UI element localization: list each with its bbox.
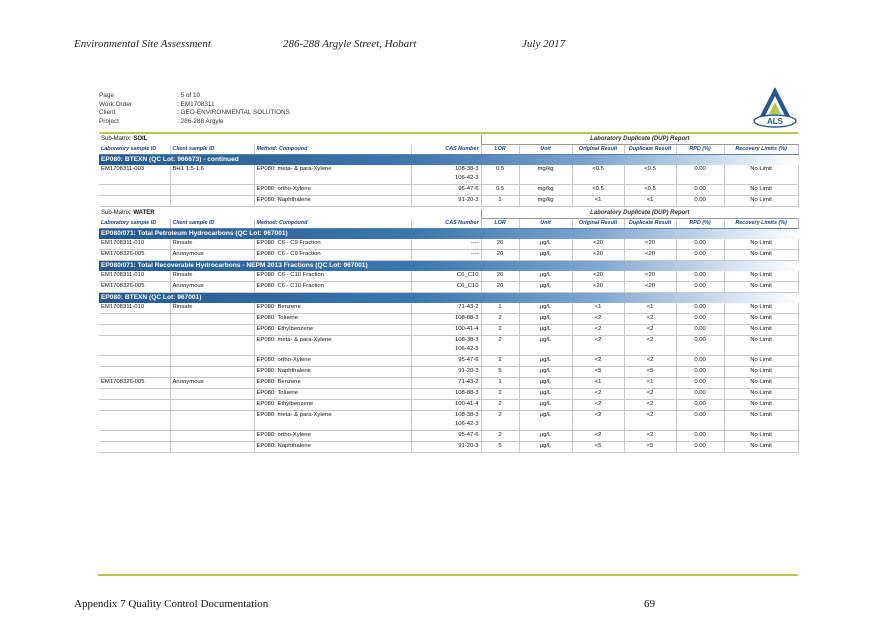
- lor-value: 2: [481, 325, 519, 336]
- dup-report-caption: Laboratory Duplicate (DUP) Report: [481, 135, 798, 145]
- cas-number: [411, 314, 481, 325]
- duplicate-result: <5: [624, 442, 676, 453]
- recovery-limits: No Limit: [724, 367, 798, 378]
- unit-value: µg/L: [519, 325, 572, 336]
- original-result: <5: [572, 442, 624, 453]
- lab-sample-id: [99, 442, 170, 453]
- meta-value: : GEO-ENVIRONMENTAL SOLUTIONS: [177, 109, 290, 117]
- recovery-limits: No Limit: [724, 389, 798, 400]
- unit-value: µg/L: [519, 431, 572, 442]
- section-title: EP080: BTEXN (QC Lot: 966673) - continued: [99, 155, 798, 166]
- client-sample-id: Anonymous: [170, 282, 254, 293]
- lab-sample-id: EM1708311-010: [99, 239, 170, 250]
- header-divider: [99, 132, 798, 134]
- column-header-method: Method: Compound: [254, 219, 411, 229]
- column-header-unit: Unit: [519, 219, 572, 229]
- rpd-value: 0.00: [676, 389, 724, 400]
- recovery-limits: No Limit: [724, 411, 798, 431]
- method-compound: EP080: C6 - C10 Fraction: [254, 282, 411, 293]
- cas-number: [411, 165, 481, 185]
- lab-sample-id: [99, 325, 170, 336]
- cas-number: [411, 356, 481, 367]
- client-sample-id: [170, 367, 254, 378]
- client-sample-id: [170, 431, 254, 442]
- column-header-unit: Unit: [519, 145, 572, 155]
- lor-value: 2: [481, 431, 519, 442]
- recovery-limits: No Limit: [724, 185, 798, 196]
- original-result: <2: [572, 314, 624, 325]
- method-compound: EP080: ortho-Xylene: [254, 356, 411, 367]
- duplicate-result: <20: [624, 239, 676, 250]
- recovery-limits: No Limit: [724, 239, 798, 250]
- column-header-lor: LOR: [481, 145, 519, 155]
- table-row: [99, 367, 798, 378]
- table-row: [99, 400, 798, 411]
- lab-sample-id: EM1708311-003: [99, 165, 170, 185]
- recovery-limits: No Limit: [724, 325, 798, 336]
- rpd-value: 0.00: [676, 325, 724, 336]
- header-document-title: Environmental Site Assessment: [74, 38, 211, 50]
- original-result: <2: [572, 389, 624, 400]
- client-sample-id: [170, 325, 254, 336]
- unit-value: µg/L: [519, 442, 572, 453]
- sub-matrix-row: [99, 135, 798, 145]
- original-result: <20: [572, 271, 624, 282]
- cas-number: [411, 185, 481, 196]
- unit-value: µg/L: [519, 250, 572, 261]
- column-header-method: Method: Compound: [254, 145, 411, 155]
- lab-sample-id: [99, 356, 170, 367]
- cas-number: [411, 367, 481, 378]
- method-compound: EP080: Naphthalene: [254, 367, 411, 378]
- cas-primary: 91-20-3: [458, 197, 479, 203]
- lor-value: 20: [481, 282, 519, 293]
- recovery-limits: No Limit: [724, 271, 798, 282]
- unit-value: mg/kg: [519, 196, 572, 207]
- method-compound: EP080: Benzene: [254, 303, 411, 314]
- table-row: [99, 185, 798, 196]
- method-compound: EP080: meta- & para-Xylene: [254, 411, 411, 431]
- sub-matrix-prefix: Sub-Matrix:: [101, 136, 134, 142]
- original-result: <2: [572, 336, 624, 356]
- table-row: [99, 250, 798, 261]
- meta-row: [99, 118, 290, 127]
- section-title: EP080/071: Total Recoverable Hydrocarbons - NEPM 2013 Fractions (QC Lot: 967001): [99, 261, 798, 272]
- column-header-client_id: Client sample ID: [170, 145, 254, 155]
- table-row: [99, 356, 798, 367]
- client-sample-id: [170, 389, 254, 400]
- unit-value: µg/L: [519, 367, 572, 378]
- page-number: 69: [644, 598, 655, 610]
- lor-value: 0.5: [481, 165, 519, 185]
- table-row: [99, 411, 798, 431]
- client-sample-id: Rinsate: [170, 271, 254, 282]
- cas-number: [411, 431, 481, 442]
- rpd-value: 0.00: [676, 282, 724, 293]
- lab-sample-id: EM1708326-005: [99, 250, 170, 261]
- unit-value: µg/L: [519, 356, 572, 367]
- lab-sample-id: [99, 389, 170, 400]
- cas-secondary: 106-42-3: [454, 421, 479, 427]
- unit-value: µg/L: [519, 389, 572, 400]
- als-logo: [752, 84, 798, 130]
- method-compound: EP080: Toluene: [254, 389, 411, 400]
- original-result: <5: [572, 367, 624, 378]
- duplicate-result: <1: [624, 196, 676, 207]
- column-header-rec: Recovery Limits (%): [724, 145, 798, 155]
- logo-text: ALS: [767, 116, 783, 126]
- column-header-rpd: RPD (%): [676, 219, 724, 229]
- lor-value: 2: [481, 411, 519, 431]
- recovery-limits: No Limit: [724, 314, 798, 325]
- column-header-row: [99, 145, 798, 155]
- recovery-limits: No Limit: [724, 378, 798, 389]
- duplicate-result: <5: [624, 367, 676, 378]
- table-row: [99, 303, 798, 314]
- recovery-limits: No Limit: [724, 165, 798, 185]
- lor-value: 1: [481, 196, 519, 207]
- method-compound: EP080: ortho-Xylene: [254, 185, 411, 196]
- column-header-cas: CAS Number: [411, 145, 481, 155]
- rpd-value: 0.00: [676, 239, 724, 250]
- column-header-orig: Original Result: [572, 219, 624, 229]
- cas-primary: 108-88-3: [454, 390, 479, 396]
- column-header-lab_id: Laboratory sample ID: [99, 145, 170, 155]
- client-sample-id: [170, 336, 254, 356]
- original-result: <0.5: [572, 165, 624, 185]
- duplicate-result: <20: [624, 250, 676, 261]
- cas-primary: 91-20-3: [458, 443, 479, 449]
- table-row: [99, 336, 798, 356]
- lab-sample-id: [99, 336, 170, 356]
- duplicate-result: <0.5: [624, 165, 676, 185]
- unit-value: µg/L: [519, 411, 572, 431]
- rpd-value: 0.00: [676, 378, 724, 389]
- column-header-client_id: Client sample ID: [170, 219, 254, 229]
- meta-key: Work Order: [99, 100, 132, 108]
- table-row: [99, 239, 798, 250]
- rpd-value: 0.00: [676, 336, 724, 356]
- rpd-value: 0.00: [676, 165, 724, 185]
- lor-value: 20: [481, 239, 519, 250]
- column-header-cas: CAS Number: [411, 219, 481, 229]
- unit-value: µg/L: [519, 303, 572, 314]
- cas-primary: 108-38-3: [454, 337, 479, 343]
- report-meta: [99, 92, 290, 126]
- cas-primary: 95-47-6: [458, 357, 479, 363]
- rpd-value: 0.00: [676, 271, 724, 282]
- recovery-limits: No Limit: [724, 196, 798, 207]
- column-header-row: [99, 219, 798, 229]
- duplicate-result: <2: [624, 336, 676, 356]
- table-row: [99, 389, 798, 400]
- duplicate-result: <0.5: [624, 185, 676, 196]
- duplicate-result: <1: [624, 303, 676, 314]
- rpd-value: 0.00: [676, 411, 724, 431]
- rpd-value: 0.00: [676, 367, 724, 378]
- method-compound: EP080: Ethylbenzene: [254, 325, 411, 336]
- rpd-value: 0.00: [676, 314, 724, 325]
- cas-number: [411, 250, 481, 261]
- client-sample-id: Anonymous: [170, 250, 254, 261]
- footer-divider: [98, 574, 798, 576]
- original-result: <2: [572, 325, 624, 336]
- lab-sample-id: [99, 196, 170, 207]
- lab-sample-id: [99, 185, 170, 196]
- sub-matrix-label: [99, 209, 481, 219]
- section-header: [99, 293, 798, 304]
- unit-value: µg/L: [519, 378, 572, 389]
- table-row: [99, 314, 798, 325]
- meta-key: Page: [99, 92, 114, 99]
- lab-sample-id: [99, 400, 170, 411]
- cas-primary: 71-43-2: [458, 304, 479, 310]
- client-sample-id: [170, 196, 254, 207]
- lor-value: 0.5: [481, 185, 519, 196]
- column-header-rec: Recovery Limits (%): [724, 219, 798, 229]
- lor-value: 2: [481, 356, 519, 367]
- cas-primary: 100-41-4: [454, 401, 479, 407]
- unit-value: mg/kg: [519, 185, 572, 196]
- unit-value: µg/L: [519, 400, 572, 411]
- lor-value: 2: [481, 314, 519, 325]
- column-header-dup: Duplicate Result: [624, 145, 676, 155]
- rpd-value: 0.00: [676, 185, 724, 196]
- cas-number: [411, 239, 481, 250]
- cas-number: [411, 336, 481, 356]
- column-header-rpd: RPD (%): [676, 145, 724, 155]
- meta-value: : 5 of 10: [177, 92, 201, 99]
- lor-value: 20: [481, 250, 519, 261]
- cas-number: [411, 196, 481, 207]
- meta-key: Client: [99, 109, 116, 117]
- lab-sample-id: [99, 314, 170, 325]
- method-compound: EP080: meta- & para-Xylene: [254, 165, 411, 185]
- sub-matrix-value: SOIL: [133, 136, 148, 142]
- recovery-limits: No Limit: [724, 282, 798, 293]
- section-title: EP080/071: Total Petroleum Hydrocarbons (QC Lot: 967001): [99, 229, 798, 240]
- rpd-value: 0.00: [676, 250, 724, 261]
- cas-primary: C6_C10: [456, 283, 479, 289]
- table-row: [99, 442, 798, 453]
- method-compound: EP080: Naphthalene: [254, 196, 411, 207]
- recovery-limits: No Limit: [724, 250, 798, 261]
- recovery-limits: No Limit: [724, 442, 798, 453]
- section-header: [99, 155, 798, 166]
- meta-key: Project: [99, 117, 119, 125]
- recovery-limits: No Limit: [724, 356, 798, 367]
- rpd-value: 0.00: [676, 400, 724, 411]
- lab-sample-id: EM1708326-005: [99, 378, 170, 389]
- header-date: July 2017: [522, 38, 566, 50]
- lor-value: 20: [481, 271, 519, 282]
- duplicate-report-table: [99, 135, 799, 455]
- table-row: [99, 165, 798, 185]
- table-row: [99, 196, 798, 207]
- recovery-limits: No Limit: [724, 303, 798, 314]
- client-sample-id: [170, 400, 254, 411]
- method-compound: EP080: C6 - C9 Fraction: [254, 239, 411, 250]
- client-sample-id: BH1 1.5-1.6: [170, 165, 254, 185]
- rpd-value: 0.00: [676, 442, 724, 453]
- meta-row: [99, 101, 290, 110]
- client-sample-id: [170, 442, 254, 453]
- cas-number: [411, 389, 481, 400]
- lor-value: 1: [481, 378, 519, 389]
- cas-number: [411, 442, 481, 453]
- footer-appendix-title: Appendix 7 Quality Control Documentation: [74, 598, 269, 610]
- section-title: EP080: BTEXN (QC Lot: 967001): [99, 293, 798, 304]
- cas-primary: ----: [470, 251, 479, 257]
- cas-primary: ----: [470, 240, 479, 246]
- section-end-rule: [99, 453, 798, 456]
- table-row: [99, 271, 798, 282]
- meta-value: : EM1708311: [177, 100, 215, 108]
- method-compound: EP080: meta- & para-Xylene: [254, 336, 411, 356]
- table-row: [99, 431, 798, 442]
- method-compound: EP080: Naphthalene: [254, 442, 411, 453]
- original-result: <1: [572, 196, 624, 207]
- lor-value: 2: [481, 400, 519, 411]
- original-result: <2: [572, 400, 624, 411]
- client-sample-id: Rinsate: [170, 303, 254, 314]
- cas-primary: 108-38-3: [454, 166, 479, 172]
- meta-value: : 286-288 Argyle: [177, 117, 224, 125]
- lab-sample-id: EM1708311-010: [99, 303, 170, 314]
- sub-matrix-prefix: Sub-Matrix:: [101, 210, 134, 216]
- cas-secondary: 106-42-3: [454, 175, 479, 181]
- original-result: <0.5: [572, 185, 624, 196]
- rpd-value: 0.00: [676, 356, 724, 367]
- lor-value: 5: [481, 367, 519, 378]
- duplicate-result: <20: [624, 282, 676, 293]
- recovery-limits: No Limit: [724, 400, 798, 411]
- rpd-value: 0.00: [676, 431, 724, 442]
- lab-sample-id: [99, 431, 170, 442]
- lor-value: 1: [481, 303, 519, 314]
- section-header: [99, 229, 798, 240]
- cas-secondary: 106-42-3: [454, 346, 479, 352]
- meta-row: [99, 109, 290, 118]
- method-compound: EP080: C6 - C9 Fraction: [254, 250, 411, 261]
- original-result: <20: [572, 282, 624, 293]
- table-row: [99, 378, 798, 389]
- original-result: <1: [572, 303, 624, 314]
- original-result: <20: [572, 239, 624, 250]
- lor-value: 5: [481, 442, 519, 453]
- header-site-address: 286-288 Argyle Street, Hobart: [283, 38, 417, 50]
- unit-value: µg/L: [519, 336, 572, 356]
- recovery-limits: No Limit: [724, 336, 798, 356]
- column-header-lab_id: Laboratory sample ID: [99, 219, 170, 229]
- table-row: [99, 282, 798, 293]
- cas-primary: 95-47-6: [458, 432, 479, 438]
- lab-sample-id: [99, 367, 170, 378]
- duplicate-result: <2: [624, 431, 676, 442]
- column-header-lor: LOR: [481, 219, 519, 229]
- cas-primary: 95-47-6: [458, 186, 479, 192]
- duplicate-result: <2: [624, 325, 676, 336]
- end-rule-cell: [99, 453, 798, 456]
- section-header: [99, 261, 798, 272]
- lor-value: 2: [481, 336, 519, 356]
- cas-primary: C6_C10: [456, 272, 479, 278]
- original-result: <2: [572, 431, 624, 442]
- original-result: <2: [572, 356, 624, 367]
- rpd-value: 0.00: [676, 196, 724, 207]
- original-result: <2: [572, 411, 624, 431]
- unit-value: mg/kg: [519, 165, 572, 185]
- recovery-limits: No Limit: [724, 431, 798, 442]
- client-sample-id: Rinsate: [170, 239, 254, 250]
- lor-value: 2: [481, 389, 519, 400]
- cas-number: [411, 411, 481, 431]
- cas-number: [411, 282, 481, 293]
- unit-value: µg/L: [519, 239, 572, 250]
- cas-number: [411, 378, 481, 389]
- unit-value: µg/L: [519, 282, 572, 293]
- duplicate-result: <20: [624, 271, 676, 282]
- client-sample-id: [170, 185, 254, 196]
- duplicate-result: <2: [624, 356, 676, 367]
- rpd-value: 0.00: [676, 303, 724, 314]
- cas-number: [411, 271, 481, 282]
- client-sample-id: Anonymous: [170, 378, 254, 389]
- original-result: <20: [572, 250, 624, 261]
- lab-sample-id: [99, 411, 170, 431]
- cas-primary: 100-41-4: [454, 326, 479, 332]
- sub-matrix-value: WATER: [133, 210, 155, 216]
- method-compound: EP080: Toluene: [254, 314, 411, 325]
- duplicate-result: <2: [624, 314, 676, 325]
- method-compound: EP080: ortho-Xylene: [254, 431, 411, 442]
- cas-number: [411, 400, 481, 411]
- method-compound: EP080: Ethylbenzene: [254, 400, 411, 411]
- cas-primary: 91-20-3: [458, 368, 479, 374]
- duplicate-result: <2: [624, 400, 676, 411]
- unit-value: µg/L: [519, 314, 572, 325]
- unit-value: µg/L: [519, 271, 572, 282]
- table-row: [99, 325, 798, 336]
- cas-number: [411, 303, 481, 314]
- dup-report-caption: Laboratory Duplicate (DUP) Report: [481, 209, 798, 219]
- sub-matrix-row: [99, 209, 798, 219]
- meta-row: [99, 92, 290, 101]
- client-sample-id: [170, 411, 254, 431]
- duplicate-result: <2: [624, 389, 676, 400]
- lab-sample-id: EM1708311-010: [99, 271, 170, 282]
- column-header-orig: Original Result: [572, 145, 624, 155]
- method-compound: EP080: Benzene: [254, 378, 411, 389]
- cas-primary: 108-88-3: [454, 315, 479, 321]
- cas-number: [411, 325, 481, 336]
- duplicate-result: <1: [624, 378, 676, 389]
- original-result: <1: [572, 378, 624, 389]
- lab-sample-id: EM1708326-005: [99, 282, 170, 293]
- cas-primary: 71-43-2: [458, 379, 479, 385]
- method-compound: EP080: C6 - C10 Fraction: [254, 271, 411, 282]
- client-sample-id: [170, 314, 254, 325]
- sub-matrix-label: [99, 135, 481, 145]
- client-sample-id: [170, 356, 254, 367]
- column-header-dup: Duplicate Result: [624, 219, 676, 229]
- cas-primary: 108-38-3: [454, 412, 479, 418]
- duplicate-result: <2: [624, 411, 676, 431]
